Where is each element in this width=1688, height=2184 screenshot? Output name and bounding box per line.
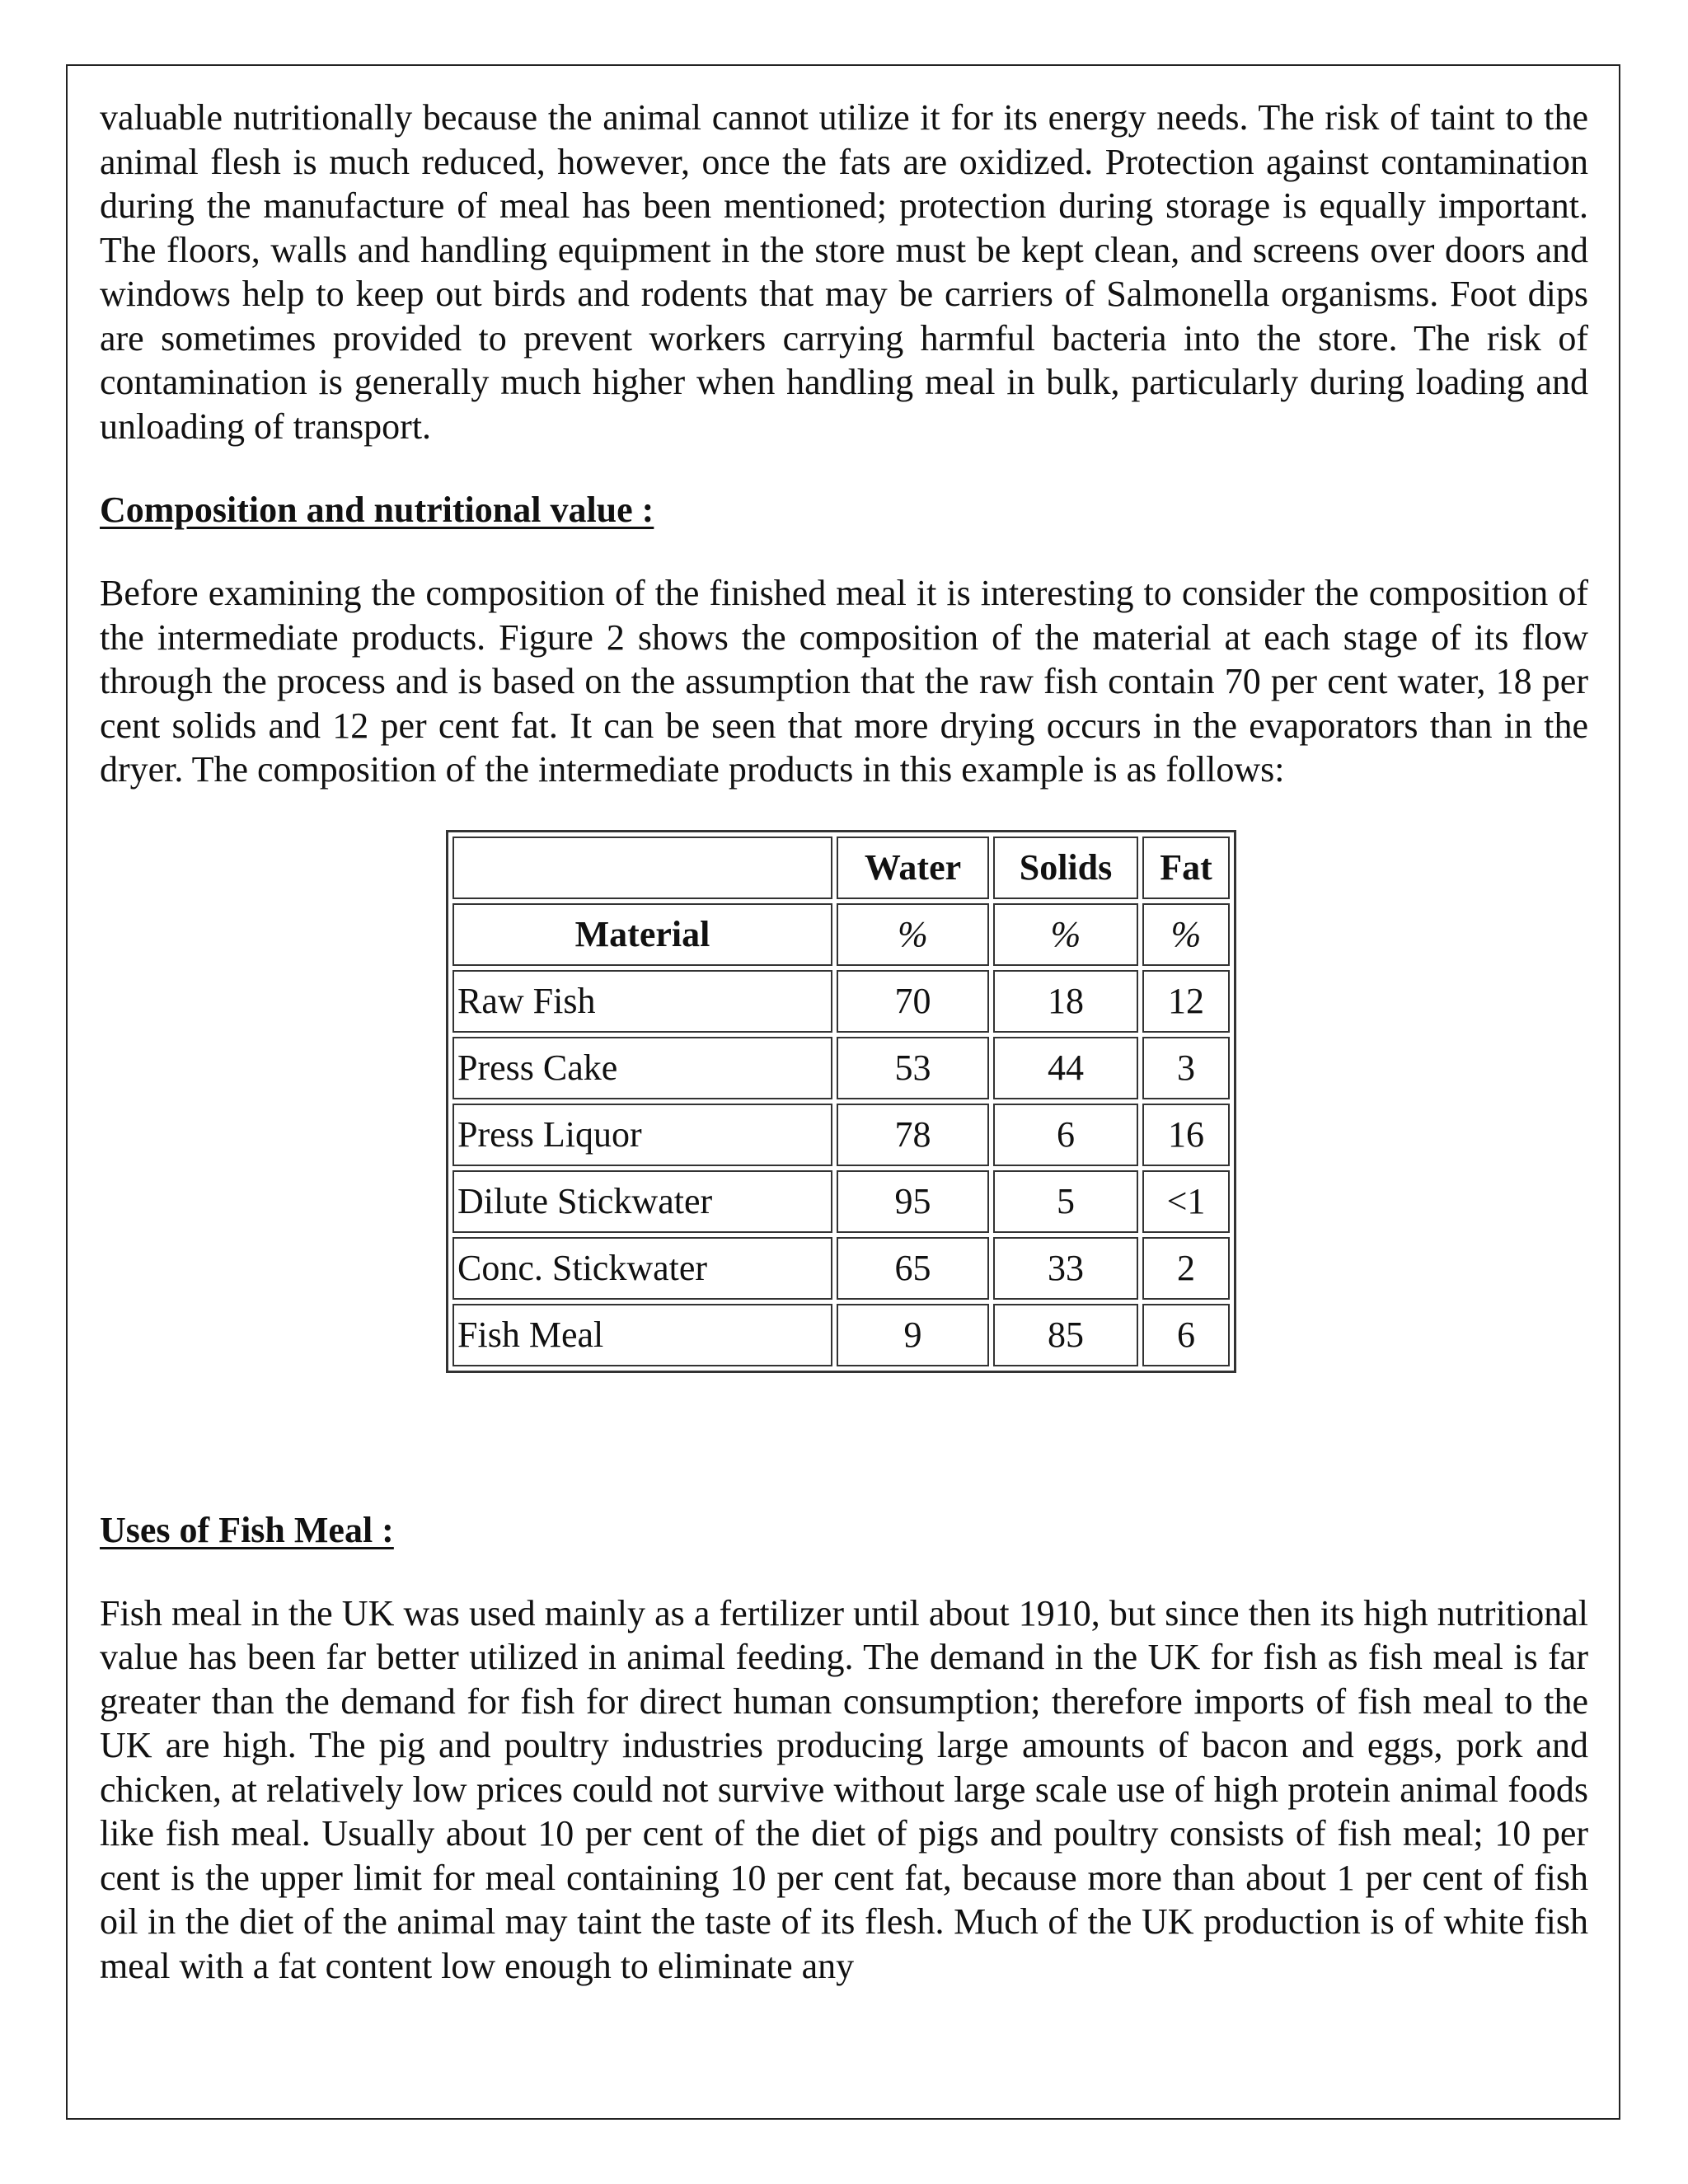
cell-fat: 6 <box>1142 1304 1230 1366</box>
cell-solids: 85 <box>993 1304 1138 1366</box>
cell-material: Conc. Stickwater <box>452 1237 832 1300</box>
cell-solids: 5 <box>993 1170 1138 1233</box>
table-header-material: Material <box>452 903 832 966</box>
table-subheader-row <box>452 903 1230 966</box>
cell-solids: 18 <box>993 970 1138 1033</box>
section-heading-composition: Composition and nutritional value : <box>100 490 654 530</box>
table-header-blank <box>452 837 832 899</box>
composition-table <box>446 830 1236 1373</box>
cell-fat: 3 <box>1142 1037 1230 1099</box>
table-row <box>452 970 1230 1033</box>
table-unit-solids: % <box>993 903 1138 966</box>
cell-water: 70 <box>837 970 989 1033</box>
table-row <box>452 1104 1230 1166</box>
table-header-solids: Solids <box>993 837 1138 899</box>
cell-solids: 33 <box>993 1237 1138 1300</box>
cell-material: Press Liquor <box>452 1104 832 1166</box>
table-header-fat: Fat <box>1142 837 1230 899</box>
table-header-water: Water <box>837 837 989 899</box>
cell-material: Dilute Stickwater <box>452 1170 832 1233</box>
table-header-row <box>452 837 1230 899</box>
document-body <box>100 96 1588 1988</box>
table-row <box>452 1237 1230 1300</box>
composition-table-wrapper <box>446 830 1588 1373</box>
table-unit-water: % <box>837 903 989 966</box>
cell-fat: 2 <box>1142 1237 1230 1300</box>
paragraph-storage: valuable nutritionally because the animal cannot utilize it for its energy needs. The risk of taint to the animal flesh is much reduced, however, once the fats are oxidized. Protection against contamination during the manufacture of meal has been mentioned; protection during storage is equally important. The floors, walls and handling equipment in the store must be kept clean, and screens over doors and windows help to keep out birds and rodents that may be carriers of Salmonella organisms. Foot dips are sometimes provided to prevent workers carrying harmful bacteria into the store. The risk of contamination is generally much higher when handling meal in bulk, particularly during loading and unloading of transport. <box>100 97 1588 447</box>
table-unit-fat: % <box>1142 903 1230 966</box>
paragraph-uses: Fish meal in the UK was used mainly as a fertilizer until about 1910, but since then its high nutritional value has been far better utilized in animal feeding. The demand in the UK for fish as fish meal is far greater than the demand for fish for direct human consumption; therefore imports of fish meal to the UK are high. The pig and poultry industries producing large amounts of bacon and eggs, pork and chicken, at relatively low prices could not survive without large scale use of high protein animal foods like fish meal. Usually about 10 per cent of the diet of pigs and poultry consists of fish meal; 10 per cent is the upper limit for meal containing 10 per cent fat, because more than about 1 per cent of fish oil in the diet of the animal may taint the taste of its flesh. Much of the UK production is of white fish meal with a fat content low enough to eliminate any <box>100 1592 1588 1986</box>
table-row <box>452 1304 1230 1366</box>
cell-material: Raw Fish <box>452 970 832 1033</box>
cell-solids: 44 <box>993 1037 1138 1099</box>
section-heading-uses: Uses of Fish Meal : <box>100 1509 394 1550</box>
cell-water: 53 <box>837 1037 989 1099</box>
table-row <box>452 1170 1230 1233</box>
cell-water: 9 <box>837 1304 989 1366</box>
paragraph-composition: Before examining the composition of the finished meal it is interesting to consider the composition of the intermediate products. Figure 2 shows the composition of the material at each stage of its flow through the process and is based on the assumption that the raw fish contain 70 per cent water, 18 per cent solids and 12 per cent fat. It can be seen that more drying occurs in the evaporators than in the dryer. The composition of the intermediate products in this example is as follows: <box>100 573 1588 790</box>
cell-water: 78 <box>837 1104 989 1166</box>
cell-fat: 12 <box>1142 970 1230 1033</box>
cell-fat: 16 <box>1142 1104 1230 1166</box>
cell-fat: <1 <box>1142 1170 1230 1233</box>
cell-water: 95 <box>837 1170 989 1233</box>
cell-solids: 6 <box>993 1104 1138 1166</box>
cell-material: Fish Meal <box>452 1304 832 1366</box>
table-row <box>452 1037 1230 1099</box>
cell-water: 65 <box>837 1237 989 1300</box>
cell-material: Press Cake <box>452 1037 832 1099</box>
